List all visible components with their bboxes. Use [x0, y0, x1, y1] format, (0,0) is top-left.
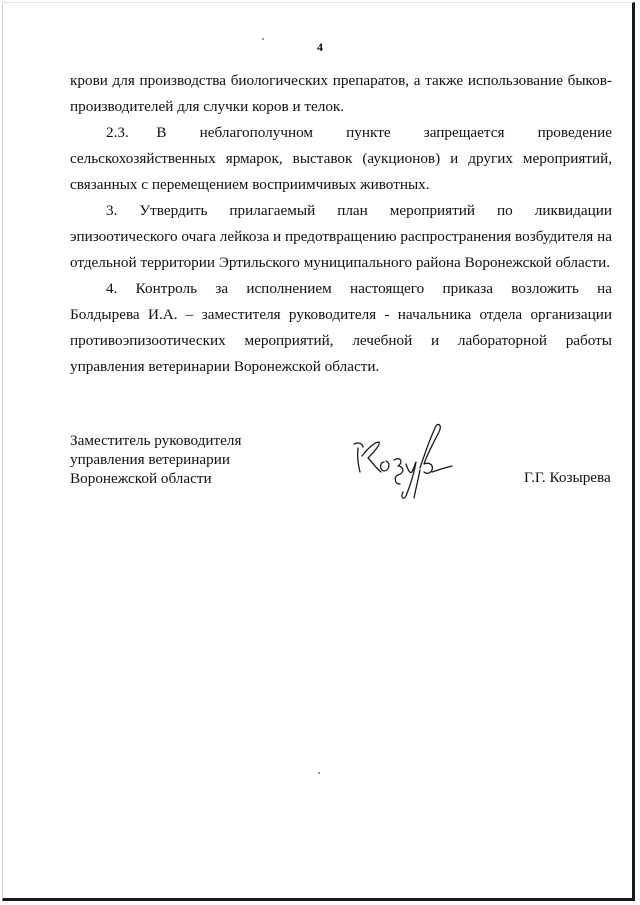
- paragraph-4-line-1: 4. Контроль за исполнением настоящего приказа возложить на: [106, 280, 612, 297]
- scan-speck: [262, 38, 264, 40]
- paragraph-2-3-line-1: 2.3. В неблагополучном пункте запрещается проведение: [106, 124, 612, 141]
- document-body: [70, 68, 612, 380]
- paragraph-1: [70, 68, 612, 120]
- paragraph-1-line-2: производителей для случки коров и телок.: [70, 98, 345, 115]
- signatory-position-line-2: управления ветеринарии: [70, 451, 231, 468]
- page-number: 4: [317, 40, 323, 54]
- signatory-position: [70, 431, 241, 488]
- paragraph-2-3-rest: сельскохозяйственных ярмарок, выставок (аукционов) и других мероприятий, связанных с перемещением восприимчивых животных.: [70, 150, 612, 193]
- signatory-position-line-1: Заместитель руководителя: [70, 432, 242, 449]
- signatory-name: Г.Г. Козырева: [524, 469, 611, 486]
- signatory-position-line-3: Воронежской области: [70, 470, 212, 487]
- paragraph-4-rest: Болдырева И.А. – заместителя руководителя - начальника отдела организации противоэпизоотических мероприятий, лечебной и лабораторной работы управления ветеринарии Воронежской области.: [70, 306, 612, 375]
- scan-speck: [318, 772, 320, 774]
- handwritten-signature: [348, 418, 460, 506]
- paragraph-3: 3. Утвердить прилагаемый план мероприятий по ликвидации эпизоотического очага лейкоза и предотвращению распространения возбудителя на отдельной территории Эртильского муниципального района Воронежской области.: [70, 202, 612, 271]
- paragraph-1-line-1: крови для производства биологических препаратов, а также использование быков-: [70, 72, 612, 89]
- paragraph-4: [70, 276, 612, 380]
- paragraph-2-3: [70, 120, 612, 198]
